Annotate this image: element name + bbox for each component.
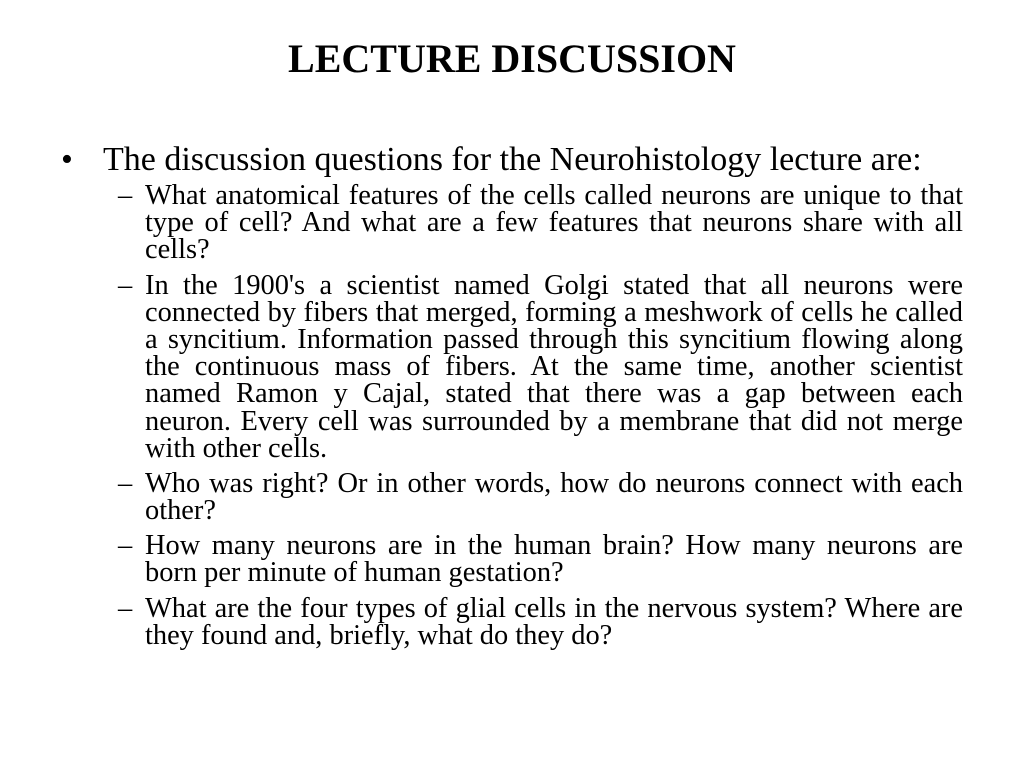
- sub-bullet-marker: –: [118, 467, 133, 499]
- slide-title: LECTURE DISCUSSION: [288, 36, 736, 81]
- question-line: What anatomical features of the cells called neurons are unique to that: [145, 180, 963, 211]
- discussion-questions-list: [0, 182, 1024, 657]
- question-line: How many neurons are in the human brain? How many neurons are: [145, 530, 963, 562]
- question-line: the continuous mass of fibers. At the same time, another scientist: [145, 351, 963, 383]
- question-line: cells?: [145, 234, 210, 266]
- question-item-1: [0, 182, 1024, 264]
- question-line: named Ramon y Cajal, stated that there was a gap between each: [145, 378, 963, 410]
- question-line: with other cells.: [145, 432, 328, 464]
- bullet-text: The discussion questions for the Neurohistology lecture are:: [103, 141, 922, 178]
- bullet-item: [0, 140, 1024, 180]
- question-item-3: [0, 467, 1024, 527]
- sub-bullet-marker: –: [118, 180, 133, 211]
- question-line: In the 1900's a scientist named Golgi stated that all neurons were: [145, 269, 963, 301]
- sub-bullet-marker: –: [118, 592, 133, 624]
- question-line: they found and, briefly, what do they do?: [145, 619, 613, 651]
- question-line: other?: [145, 495, 216, 527]
- question-line: a syncitium. Information passed through this syncitium flowing along: [145, 323, 963, 355]
- question-item-4: [0, 530, 1024, 589]
- sub-bullet-marker: –: [118, 269, 133, 301]
- question-line: Who was right? Or in other words, how do neurons connect with each: [145, 467, 963, 499]
- question-line: connected by fibers that merged, forming a meshwork of cells he called: [145, 296, 963, 328]
- question-line: What are the four types of glial cells in the nervous system? Where are: [145, 592, 963, 624]
- question-line: neuron. Every cell was surrounded by a membrane that did not merge: [145, 405, 963, 437]
- question-line: type of cell? And what are a few features that neurons share with all: [145, 207, 963, 239]
- question-item-2: [0, 269, 1024, 464]
- question-item-5: [0, 592, 1024, 651]
- bullet-marker: •: [61, 141, 73, 178]
- question-line: born per minute of human gestation?: [145, 557, 564, 589]
- sub-bullet-marker: –: [118, 530, 133, 562]
